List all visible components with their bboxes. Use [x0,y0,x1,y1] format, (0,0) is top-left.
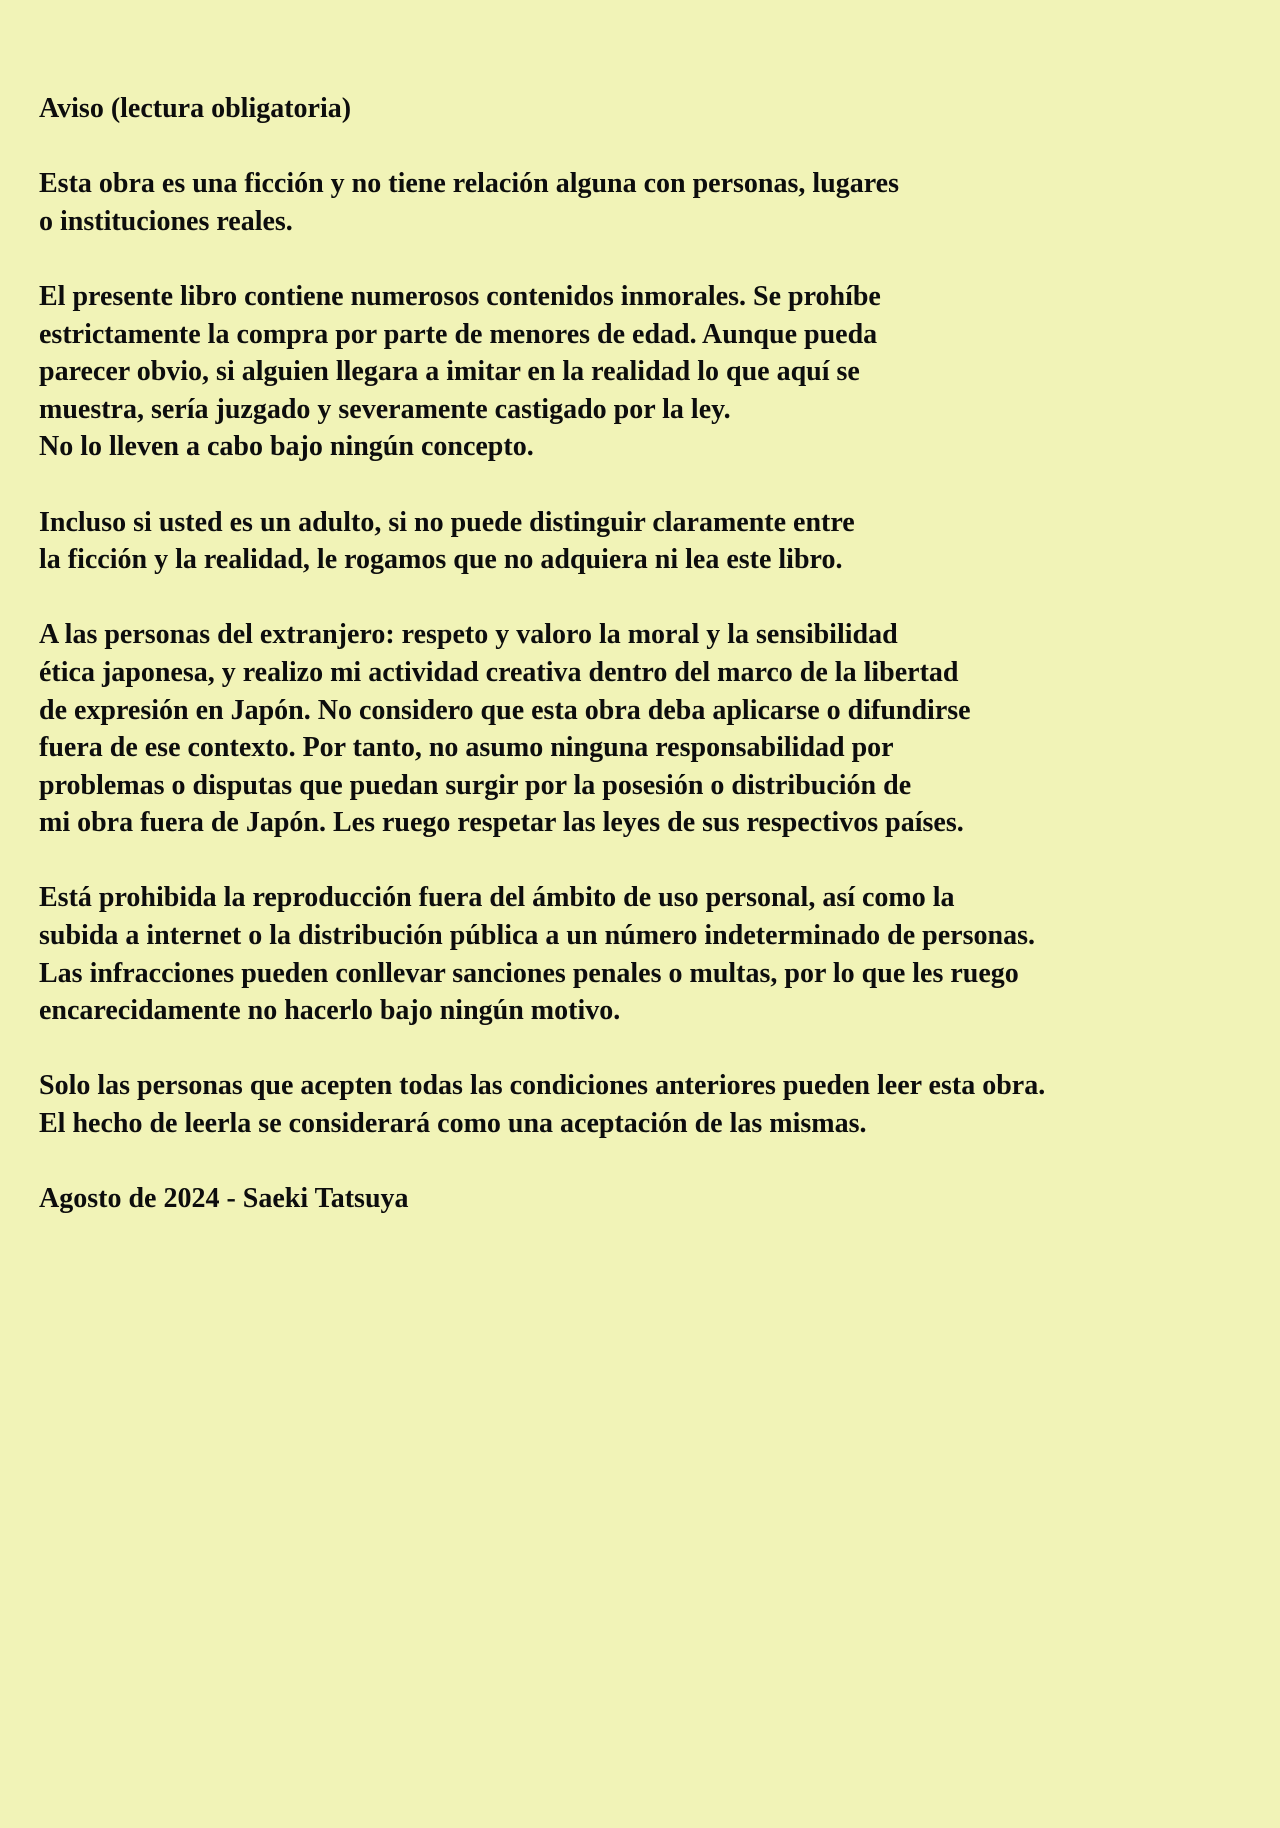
paragraph-line: Solo las personas que acepten todas las condiciones anteriores pueden leer esta obra. [39,1070,1046,1102]
paragraph-line: de expresión en Japón. No considero que esta obra deba aplicarse o difundirse [39,694,971,726]
paragraph-line: mi obra fuera de Japón. Les ruego respetar las leyes de sus respectivos países. [39,807,964,839]
paragraph-line: muestra, sería juzgado y severamente castigado por la ley. [39,393,731,425]
paragraph-line: El presente libro contiene numerosos contenidos inmorales. Se prohíbe [39,280,881,312]
paragraph-line: Está prohibida la reproducción fuera del ámbito de uso personal, así como la [39,882,955,914]
paragraph-fiction-disclaimer [39,165,1254,240]
paragraph-line: A las personas del extranjero: respeto y valoro la moral y la sensibilidad [39,619,898,651]
paragraph-adult-advice [39,504,1254,579]
paragraph-line: Las infracciones pueden conllevar sanciones penales o multas, por lo que les ruego [39,957,1019,989]
paragraph-line: problemas o disputas que puedan surgir por la posesión o distribución de [39,769,912,801]
paragraph-line: Esta obra es una ficción y no tiene relación alguna con personas, lugares [39,168,900,200]
paragraph-acceptance [39,1067,1254,1142]
paragraph-reproduction-prohibited [39,879,1254,1029]
paragraph-line: la ficción y la realidad, le rogamos que no adquiera ni lea este libro. [39,544,843,576]
signature: Agosto de 2024 - Saeki Tatsuya [39,1183,409,1215]
paragraph-line: No lo lleven a cabo bajo ningún concepto. [39,431,534,463]
paragraph-line: Incluso si usted es un adulto, si no puede distinguir claramente entre [39,506,855,538]
notice-document [39,90,1254,1218]
paragraph-line: El hecho de leerla se considerará como una aceptación de las mismas. [39,1108,867,1140]
paragraph-line: estrictamente la compra por parte de menores de edad. Aunque pueda [39,318,878,350]
paragraph-line: o instituciones reales. [39,205,293,237]
paragraph-line: subida a internet o la distribución pública a un número indeterminado de personas. [39,920,1035,952]
paragraph-content-warning [39,278,1254,466]
paragraph-line: encarecidamente no hacerlo bajo ningún motivo. [39,995,621,1027]
paragraph-line: ética japonesa, y realizo mi actividad creativa dentro del marco de la libertad [39,656,959,688]
paragraph-foreign-readers [39,616,1254,842]
paragraph-line: parecer obvio, si alguien llegara a imitar en la realidad lo que aquí se [39,356,860,388]
paragraph-line: fuera de ese contexto. Por tanto, no asumo ninguna responsabilidad por [39,732,894,764]
notice-title: Aviso (lectura obligatoria) [39,93,352,124]
